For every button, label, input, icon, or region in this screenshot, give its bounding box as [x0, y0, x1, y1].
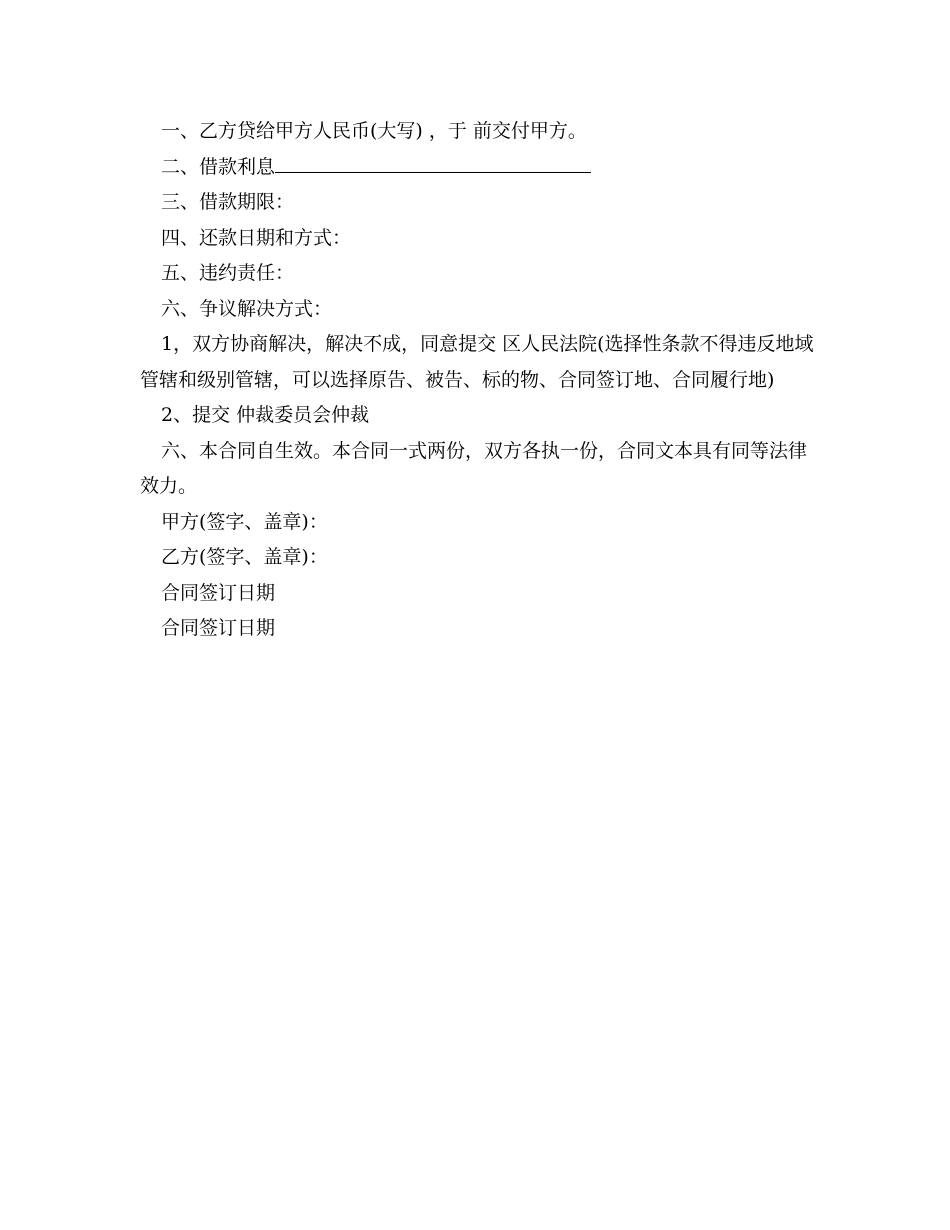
clause-loan-interest: [140, 150, 816, 186]
clause-dispute: 六、争议解决方式：: [161, 297, 333, 320]
clause-breach: 五、违约责任：: [161, 262, 295, 284]
clause-loan-interest-label: 二、借款利息: [161, 155, 276, 178]
contract-page: [140, 114, 816, 647]
signature-party-a: 甲方(签字、盖章)：: [161, 510, 328, 533]
clause-repayment: 四、还款日期和方式：: [161, 226, 352, 249]
dispute-option-2: 2、提交 仲裁委员会仲裁: [161, 404, 370, 426]
signature-date-2: 合同签订日期: [161, 617, 276, 639]
interest-blank-line: [275, 153, 591, 173]
clause-effect: 六、本合同自生效。本合同一式两份，双方各执一份，合同文本具有同等法律效力。: [140, 439, 808, 497]
clause-loan-term: 三、借款期限：: [161, 191, 295, 213]
clause-loan-amount: 一、乙方贷给甲方人民币(大写) ，于 前交付甲方。: [161, 120, 587, 142]
dispute-option-1: 1，双方协商解决，解决不成，同意提交 区人民法院(选择性条款不得违反地域管辖和级别管辖，可以选择原告、被告、标的物、合同签订地、合同履行地): [140, 333, 814, 391]
signature-date-1: 合同签订日期: [161, 581, 276, 604]
signature-party-b: 乙方(签字、盖章)：: [161, 546, 328, 568]
